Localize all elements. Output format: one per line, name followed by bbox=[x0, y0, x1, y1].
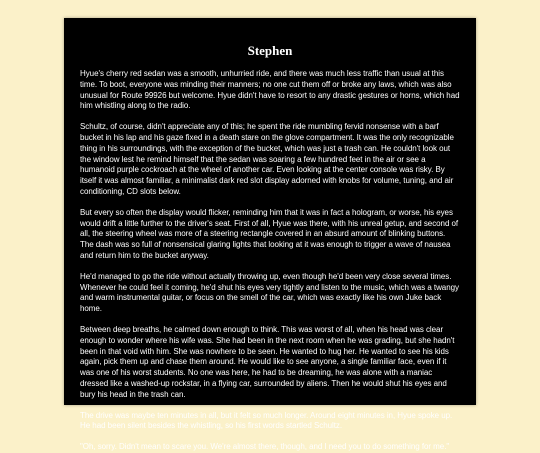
paragraph: Hyue's cherry red sedan was a smooth, unhurried ride, and there was much less traffic than usual at this time. To boot, everyone was minding their manners; no one cut them off or broke any laws, which was also unusual for Route 99926 but welcome. Hyue didn't have to resort to any drastic gestures or horns, which had him whistling along to the radio. bbox=[80, 69, 460, 111]
paragraph: Schultz, of course, didn't appreciate any of this; he spent the ride mumbling fervid nonsense with a barf bucket in his lap and his gaze fixed in a death stare on the glove compartment. It was the only recognizable thing in his surroundings, with the exception of the bucket, which was just a trash can. He couldn't look out the window lest he remind himself that the sedan was soaring a few hundred feet in the air or see a humanoid purple cockroach at the wheel of another car. Even looking at the center console was risky. By itself it was almost familiar, a minimalist dark red slot display adorned with knobs for volume, tuning, and air conditioning, CD slots below. bbox=[80, 122, 454, 196]
paragraph: The drive was maybe ten minutes in all, but it felt so much longer. Around eight minutes in, Hyue spoke up. He had been silent besides the whistling, so his first words startled Schultz. bbox=[80, 410, 453, 431]
story-body bbox=[64, 69, 476, 453]
story-title: Stephen bbox=[247, 43, 293, 58]
paragraph: "Oh, sorry. Didn't mean to scare you. We're almost there, though, and I need you to do something for me." bbox=[80, 442, 450, 452]
paragraph: Between deep breaths, he calmed down enough to think. This was worst of all, when his head was clear enough to wonder where his wife was. She had been in the next room when he was grading, but she hadn't been in that void with him. She was nowhere to be seen. He wanted to hug her. He wanted to see his kids again, pick them up and chase them around. He would like to see anyone, a single familiar face, even if it was one of his worst students. No one was here, he had to be dreaming, he was alone with a maniac dressed like a washed-up rockstar, in a flying car, surrounded by aliens. Then he would shut his eyes and bury his head in the trash can. bbox=[80, 324, 455, 399]
paragraph: But every so often the display would flicker, reminding him that it was in fact a hologram, or worse, his eyes would drift a little further to the driver's seat. First of all, Hyue was there, with his unreal getup, and second of all, the steering wheel was more of a steering rectangle covered in an absurd amount of blinking buttons. The dash was so full of nonsensical glaring lights that looking at it was enough to trigger a wave of nausea and return him to the bucket anyway. bbox=[80, 207, 459, 260]
paragraph: He'd managed to go the ride without actually throwing up, even though he'd been very close several times. Whenever he could feel it coming, he'd shut his eyes very tightly and listen to the music, which was a twangy and warm instrumental guitar, or focus on the smell of the car, which was exactly like his own Juke back home. bbox=[80, 271, 459, 314]
story-page bbox=[64, 18, 476, 452]
